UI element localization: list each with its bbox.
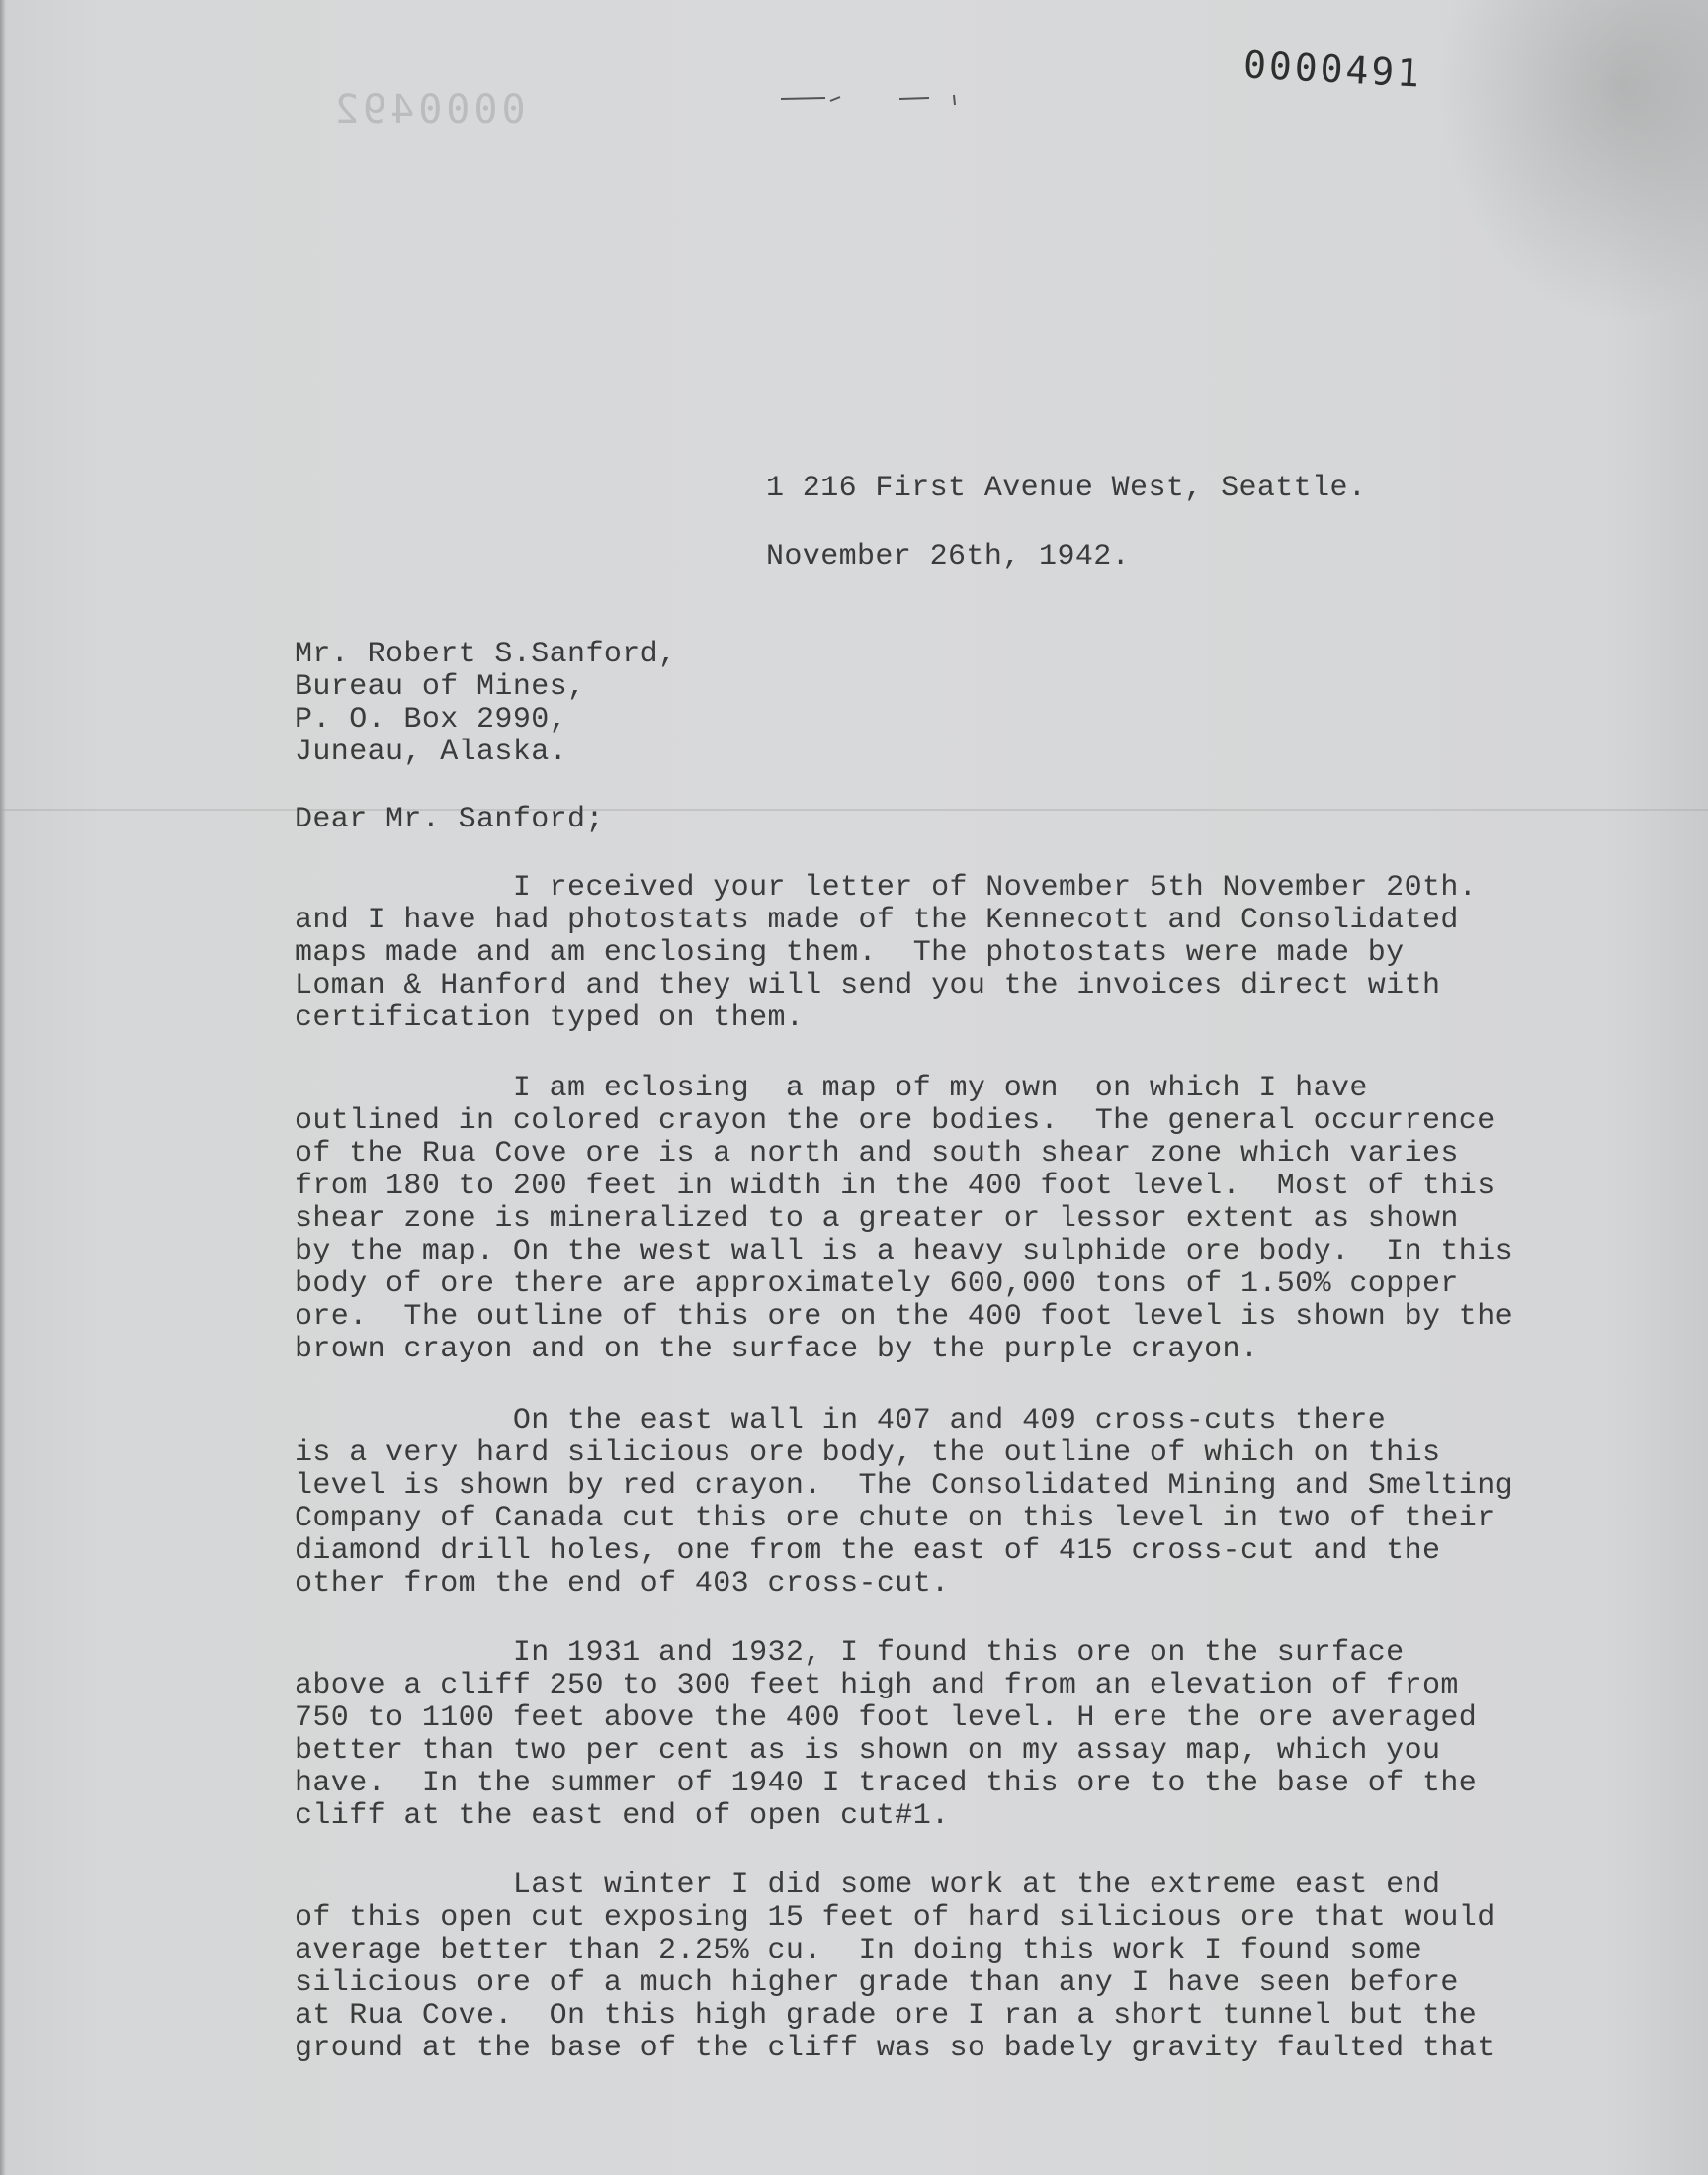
paragraph-line: above a cliff 250 to 300 feet high and from an elevation of from: [295, 1669, 1459, 1702]
sender-address: 1 216 First Avenue West, Seattle.: [766, 472, 1367, 505]
paragraph-line: average better than 2.25% cu. In doing this work I found some: [295, 1934, 1422, 1967]
paragraph-line: Company of Canada cut this ore chute on this level in two of their: [295, 1502, 1495, 1535]
paragraph-line: Last winter I did some work at the extreme east end: [295, 1869, 1441, 1902]
recipient-line: P. O. Box 2990,: [295, 703, 568, 737]
paragraph-line: other from the end of 403 cross-cut.: [295, 1567, 950, 1601]
recipient-line: Mr. Robert S.Sanford,: [295, 638, 677, 671]
paragraph-line: cliff at the east end of open cut#1.: [295, 1799, 950, 1833]
paragraph-line: ground at the base of the cliff was so badely gravity faulted that: [295, 2032, 1495, 2065]
recipient-line: Juneau, Alaska.: [295, 736, 568, 769]
paragraph-line: Loman & Hanford and they will send you the invoices direct with: [295, 969, 1441, 1002]
bleed-through-number: 0000492: [331, 87, 526, 132]
stray-pen-marks: [781, 89, 969, 109]
paragraph-line: body of ore there are approximately 600,000 tons of 1.50% copper: [295, 1267, 1459, 1301]
paragraph-line: from 180 to 200 feet in width in the 400 foot level. Most of this: [295, 1170, 1495, 1203]
paragraph-line: outlined in colored crayon the ore bodies. The general occurrence: [295, 1104, 1495, 1138]
letter-date: November 26th, 1942.: [766, 540, 1131, 573]
paragraph-line: I received your letter of November 5th November 20th.: [295, 871, 1478, 905]
paragraph-line: brown crayon and on the surface by the purple crayon.: [295, 1333, 1259, 1366]
paragraph-line: ore. The outline of this ore on the 400 foot level is shown by the: [295, 1300, 1513, 1334]
paragraph-line: maps made and am enclosing them. The photostats were made by: [295, 936, 1405, 970]
paragraph-line: is a very hard silicious ore body, the outline of which on this: [295, 1436, 1441, 1470]
document-number-stamp: 0000491: [1241, 43, 1424, 96]
paragraph-line: level is shown by red crayon. The Consolidated Mining and Smelting: [295, 1469, 1513, 1503]
paragraph-line: of the Rua Cove ore is a north and south shear zone which varies: [295, 1137, 1459, 1171]
paragraph-line: at Rua Cove. On this high grade ore I ran a short tunnel but the: [295, 1999, 1478, 2033]
fold-crease: [0, 809, 1708, 811]
paragraph-line: I am eclosing a map of my own on which I have: [295, 1072, 1368, 1105]
paragraph-line: silicious ore of a much higher grade than any I have seen before: [295, 1966, 1459, 2000]
recipient-line: Bureau of Mines,: [295, 670, 586, 704]
paragraph-line: diamond drill holes, one from the east of 415 cross-cut and the: [295, 1534, 1441, 1568]
paragraph-line: certification typed on them.: [295, 1001, 805, 1035]
paragraph-line: by the map. On the west wall is a heavy sulphide ore body. In this: [295, 1235, 1513, 1268]
paragraph-line: better than two per cent as is shown on my assay map, which you: [295, 1734, 1441, 1768]
paragraph-line: shear zone is mineralized to a greater or lessor extent as shown: [295, 1202, 1459, 1236]
salutation: Dear Mr. Sanford;: [295, 803, 604, 836]
paragraph-line: of this open cut exposing 15 feet of hard silicious ore that would: [295, 1901, 1495, 1935]
paragraph-line: In 1931 and 1932, I found this ore on the surface: [295, 1636, 1405, 1670]
paragraph-line: On the east wall in 407 and 409 cross-cuts there: [295, 1404, 1387, 1437]
paragraph-line: have. In the summer of 1940 I traced this ore to the base of the: [295, 1767, 1478, 1800]
paragraph-line: 750 to 1100 feet above the 400 foot level. H ere the ore averaged: [295, 1701, 1478, 1735]
paragraph-line: and I have had photostats made of the Kennecott and Consolidated: [295, 904, 1459, 937]
page-edge-shadow: [0, 0, 6, 2175]
